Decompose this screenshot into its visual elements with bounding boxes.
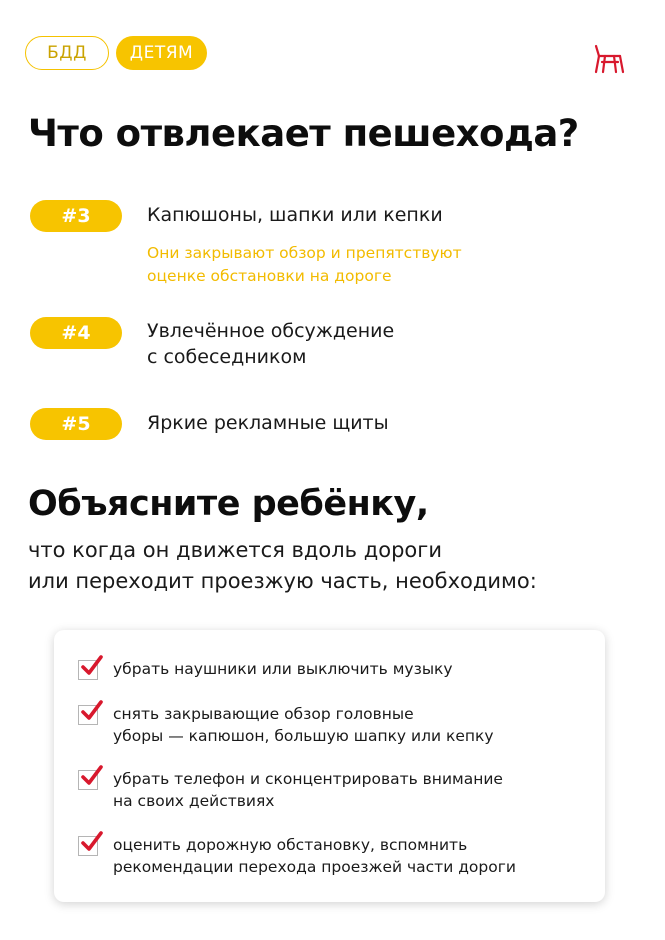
item-badge-5: #5 [30, 408, 122, 440]
checkmark-icon [80, 764, 104, 788]
checkbox-checked[interactable] [78, 660, 98, 680]
checkbox-checked[interactable] [78, 836, 98, 856]
explain-subtitle: что когда он движется вдоль дороги или переходит проезжую часть, необходимо: [28, 538, 537, 593]
checkbox-checked[interactable] [78, 770, 98, 790]
page-title: Что отвлекает пешехода? [28, 112, 579, 155]
item-text-3: Капюшоны, шапки или кепки [147, 204, 443, 226]
checklist-item [78, 658, 593, 680]
item-text-4: Увлечённое обсуждение с собеседником [147, 320, 395, 368]
tag-children[interactable]: ДЕТЯМ [116, 36, 207, 70]
checkmark-icon [80, 654, 104, 678]
item-badge-3: #3 [30, 200, 122, 232]
checkbox-checked[interactable] [78, 705, 98, 725]
red-chair-logo-icon [592, 44, 626, 76]
checklist-text: оценить дорожную обстановку, вспомнить рекомендации перехода проезжей части дороги [113, 836, 516, 876]
tag-bdd[interactable]: БДД [25, 36, 109, 70]
checklist-text: снять закрывающие обзор головные уборы — капюшон, большую шапку или кепку [113, 705, 494, 745]
checklist-item [78, 768, 593, 812]
item-badge-4: #4 [30, 317, 122, 349]
checkmark-icon [80, 699, 104, 723]
checklist-item [78, 834, 593, 878]
checklist-text: убрать наушники или выключить музыку [113, 660, 453, 678]
checkmark-icon [80, 830, 104, 854]
item-text-5: Яркие рекламные щиты [147, 412, 389, 434]
item-note-3: Они закрывают обзор и препятствуют оценке обстановки на дороге [147, 244, 462, 285]
checklist-card [54, 630, 605, 902]
checklist-text: убрать телефон и сконцентрировать внимание на своих действиях [113, 770, 503, 810]
checklist-item [78, 703, 593, 747]
explain-title: Объясните ребёнку, [28, 484, 429, 524]
